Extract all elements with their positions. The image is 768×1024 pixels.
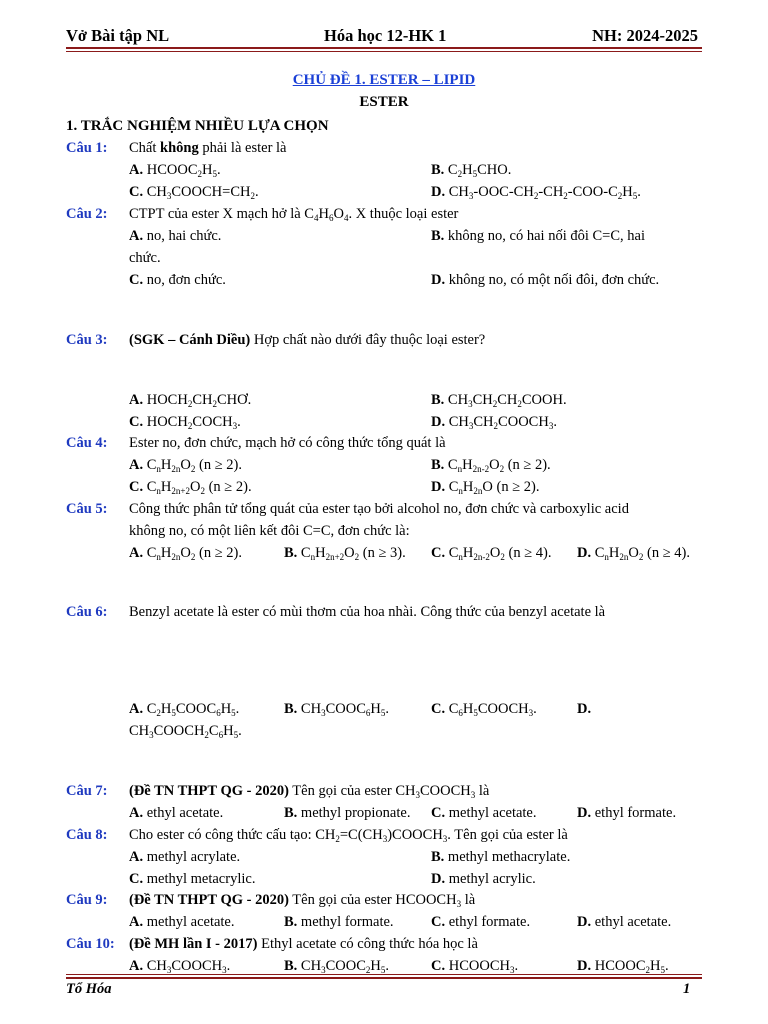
answer-option: D. ethyl formate. [577,805,677,821]
header-center: Hóa học 12-HK 1 [324,26,447,45]
footer-rule [66,977,702,979]
answer-option: C. $HCOOCH_3$. [431,958,519,975]
question-text-wrap: không no, có một liên kết đôi C=C, đơn chức là: [129,523,410,539]
page-number: 1 [683,981,691,997]
answer-option: A. methyl acetate. [129,914,235,930]
question-number: Câu 4: [66,435,108,451]
question-number: Câu 3: [66,332,108,348]
question-text: (SGK – Cánh Diều) Hợp chất nào dưới đây thuộc loại ester? [129,332,486,348]
question-number: Câu 9: [66,892,108,908]
question-text: (Đề MH lần I - 2017) Ethyl acetate có công thức hóa học là [129,936,478,952]
answer-option: B. không no, có hai nối đôi C=C, hai [431,228,645,244]
answer-option: C. methyl metacrylic. [129,871,256,887]
topic-title: CHỦ ĐỀ 1. ESTER – LIPID [292,72,476,88]
header-rule [66,47,702,49]
question-number: Câu 10: [66,936,115,952]
answer-option-wrap: $CH_3COOCH_2C_6H_5$. [129,723,242,740]
answer-option: A. $CH_3COOCH_3$. [129,958,231,975]
answer-option: C. no, đơn chức. [129,272,226,288]
page-header [66,26,702,48]
question-text: CTPT của ester X mạch hở là $C_4H_6O_4$. X thuộc loại ester [129,206,459,223]
question-text: Công thức phân tử tổng quát của ester tạo bởi alcohol no, đơn chức và carboxylic acid [129,501,629,517]
header-right: NH: 2024-2025 [592,26,698,45]
question-text: Benzyl acetate là ester có mùi thơm của hoa nhài. Công thức của benzyl acetate là [129,604,606,620]
question-text: Cho ester có công thức cấu tạo: $CH_2=C(CH_3)COOCH_3$. Tên gọi của ester là [129,827,568,844]
answer-option: B. methyl formate. [284,914,394,930]
answer-option: D. methyl acrylic. [431,871,536,887]
answer-option: C. $C_nH_{2n+2}O_2$ (n ≥ 2). [129,479,252,496]
answer-option: A. ethyl acetate. [129,805,224,821]
question-text: (Đề TN THPT QG - 2020) Tên gọi của ester $HCOOCH_3$ là [129,892,476,909]
answer-option: C. $C_nH_{2n-2}O_2$ (n ≥ 4). [431,545,552,562]
answer-option: B. $CH_3COOC_6H_5$. [284,701,389,718]
question-number: Câu 2: [66,206,108,222]
answer-option: C. $C_6H_5COOCH_3$. [431,701,537,718]
answer-option: A. $C_2H_5COOC_6H_5$. [129,701,240,718]
question-text: (Đề TN THPT QG - 2020) Tên gọi của ester $CH_3COOCH_3$ là [129,783,490,800]
answer-option: B. $C_nH_{2n+2}O_2$ (n ≥ 3). [284,545,406,562]
answer-option: D. $CH_3-OOC-CH_2-CH_2-COO-C_2H_5$. [431,184,641,201]
question-number: Câu 8: [66,827,108,843]
header-left: Vở Bài tập NL [66,26,170,45]
answer-option: D. $C_nH_{2n}O$ (n ≥ 2). [431,479,540,496]
answer-option: B. $C_nH_{2n-2}O_2$ (n ≥ 2). [431,457,551,474]
answer-option: B. $CH_3CH_2CH_2COOH$. [431,392,567,409]
answer-option: A. methyl acrylate. [129,849,241,865]
answer-option: D. $CH_3CH_2COOCH_3$. [431,414,557,431]
subtitle: ESTER [359,94,409,110]
answer-option: A. $HCOOC_2H_5$. [129,162,221,179]
answer-option: C. methyl acetate. [431,805,537,821]
answer-option: A. $HOCH_2CH_2CHƠ$. [129,392,252,409]
footer-left: Tổ Hóa [66,981,112,997]
question-text: Ester no, đơn chức, mạch hở có công thức tổng quát là [129,435,446,451]
answer-option: B. $C_2H_5CHO$. [431,162,512,179]
question-number: Câu 6: [66,604,108,620]
answer-option-wrap: chức. [129,250,161,266]
answer-option: A. $C_nH_{2n}O_2$ (n ≥ 2). [129,457,242,474]
answer-option: B. methyl methacrylate. [431,849,571,865]
answer-option: B. methyl propionate. [284,805,411,821]
answer-option: D. không no, có một nối đôi, đơn chức. [431,272,660,288]
answer-option: A. no, hai chức. [129,228,222,244]
question-number: Câu 7: [66,783,108,799]
answer-option: C. $HOCH_2COCH_3$. [129,414,241,431]
question-number: Câu 1: [66,140,108,156]
question-text: Chất không phải là ester là [129,140,287,156]
section-title: 1. TRẮC NGHIỆM NHIỀU LỰA CHỌN [66,118,329,134]
answer-option: D. $C_nH_{2n}O_2$ (n ≥ 4). [577,545,690,562]
answer-option: A. $C_nH_{2n}O_2$ (n ≥ 2). [129,545,242,562]
question-number: Câu 5: [66,501,108,517]
answer-option: D. [577,701,592,717]
footer-rule-thin [66,974,702,975]
answer-option: D. ethyl acetate. [577,914,672,930]
answer-option: C. ethyl formate. [431,914,531,930]
answer-option: C. $CH_3COOCH=CH_2$. [129,184,259,201]
answer-option: D. $HCOOC_2H_5$. [577,958,669,975]
header-rule-thin [66,51,702,52]
answer-option: B. $CH_3COOC_2H_5$. [284,958,389,975]
